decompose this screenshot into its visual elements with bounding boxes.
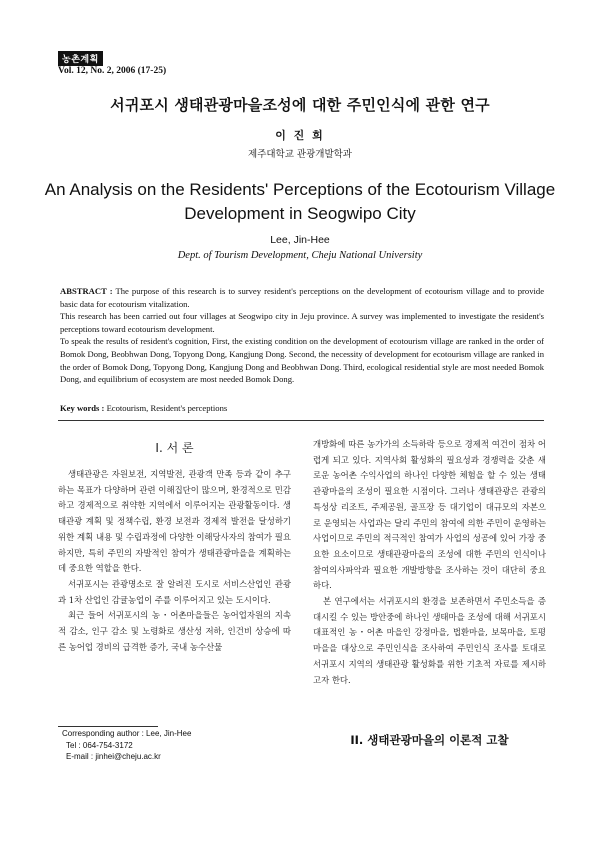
title-english-line1: An Analysis on the Residents' Perceptions of the Ecotourism Village xyxy=(44,180,556,199)
abstract-p2: This research has been carried out four villages at Seogwipo city in Jeju province. A survey was implemented to investigate the resident's perceptions toward ecotourism development. xyxy=(60,311,544,334)
keywords xyxy=(60,403,544,413)
author-korean: 이 진 희 xyxy=(275,129,325,142)
footnote xyxy=(62,728,191,763)
journal-tag: 농촌계획 xyxy=(58,51,103,66)
title-english-line2: Development in Seogwipo City xyxy=(184,204,416,223)
footnote-divider xyxy=(58,726,158,727)
footnote-author: Corresponding author : Lee, Jin-Hee xyxy=(62,729,192,738)
volume-info: Vol. 12, No. 2, 2006 (17-25) xyxy=(58,66,167,76)
left-column xyxy=(58,437,291,655)
section-2-heading: II. 생태관광마을의 이론적 고찰 xyxy=(350,733,509,747)
abstract-p1: The purpose of this research is to survey resident's perceptions on the development of ecotourism village and to provide basic data for ecotourism vitalization. xyxy=(60,286,545,309)
section-1-paragraph-3: 최근 들어 서귀포시의 농・어촌마을들은 농어업자원의 지속적 감소, 인구 감소 및 노령화로 생산성 저하, 인건비 상승에 따른 농어업 경비의 급격한 증가, 국내 농수산물 xyxy=(58,610,291,652)
footnote-email: E-mail : jinhei@cheju.ac.kr xyxy=(66,752,161,761)
abstract-p3: To speak the results of resident's cognition, First, the existing condition on the development of ecotourism village are ranked in the order of Bomok Dong, Beobhwan Dong, Topyong Dong, Kangjung Dong. Second, the necessity of development for ecotourism village are ranked in the order of Bomok Dong, Topyong Dong, Kangjung Dong and Beobhwan Dong. Third, ecological residential style are most needed Bomok Dong, and equilibrium of ecosystem are most needed Bomok Dong. xyxy=(60,336,544,385)
abstract-label: ABSTRACT : xyxy=(60,286,113,296)
section-1-paragraph-2: 서귀포시는 관광명소로 잘 알려진 도시로 서비스산업인 관광과 1차 산업인 감귤농업이 주를 이루어지고 있는 도시이다. xyxy=(58,578,291,605)
section-1-heading: I. 서 론 xyxy=(155,441,194,455)
abstract xyxy=(60,285,544,386)
affiliation-korean: 제주대학교 관광개발학과 xyxy=(248,149,352,160)
keywords-text: Ecotourism, Resident's perceptions xyxy=(106,403,228,413)
right-column xyxy=(313,437,546,688)
section-1-paragraph-1: 생태관광은 자원보전, 지역발전, 관광객 만족 등과 같이 추구하는 목표가 다양하며 관련 이해집단이 많으며, 환경적으로 민감하고 경제적으로 취약한 지역에서 이루어지는 관광활동이다. 생태관광 계획 및 정책수립, 환경 보전과 경제적 발전을 달성하기 위한 계획 내용 및 수립과정에 다양한 이해당사자의 참여가 필요하지만, 특히 주민의 자발적인 참여가 생태관광마을을 계획하는데 중요한 역할을 한다. xyxy=(58,469,291,574)
keywords-label: Key words : xyxy=(60,403,105,413)
title-english xyxy=(0,178,600,226)
footnote-tel: Tel : 064-754-3172 xyxy=(66,740,133,750)
title-korean: 서귀포시 생태관광마을조성에 대한 주민인식에 관한 연구 xyxy=(110,96,490,114)
section-1-paragraph-5: 본 연구에서는 서귀포시의 환경을 보존하면서 주민소득을 증대시킬 수 있는 방안중에 하나인 생태마을 조성에 대해 서귀포시 대표적인 농・어촌 마을인 강정마을, 법환마을, 보목마을, 토평마을을 대상으로 주민인식을 조사하여 주민인식 조사를 토대로 서귀포시 지역의 생태관광 활성화를 위한 기초적 자료를 제시하고자 한다. xyxy=(313,596,546,685)
author-english: Lee, Jin-Hee xyxy=(270,234,330,246)
affiliation-english: Dept. of Tourism Development, Cheju National University xyxy=(177,250,423,261)
divider xyxy=(58,420,544,421)
section-1-paragraph-4: 개방화에 따른 농가가의 소득하락 등으로 경제적 여건이 점차 어렵게 되고 있다. 지역사회 활성화의 필요성과 경쟁력을 갖춘 새로운 농어촌 수익사업의 하나인 다양한 체험을 할 수 있는 생태관광마을의 조성이 필요한 시점이다. 그러나 생태관광은 관광의 특성상 리조트, 주제공원, 골프장 등 대기업이 대규모의 자본으로 운영되는 사업과는 달리 주민의 참여에 의한 주민이 운영하는 사업이므로 주민의 적극적인 참여가 사업의 성공에 있어 가장 중요한 요소이므로 생태관광마을의 조성에 대한 주민의 인식이나 참여의사파악과 필요한 개발방향을 조사하는 것이 대단히 중요하다. xyxy=(313,439,546,591)
